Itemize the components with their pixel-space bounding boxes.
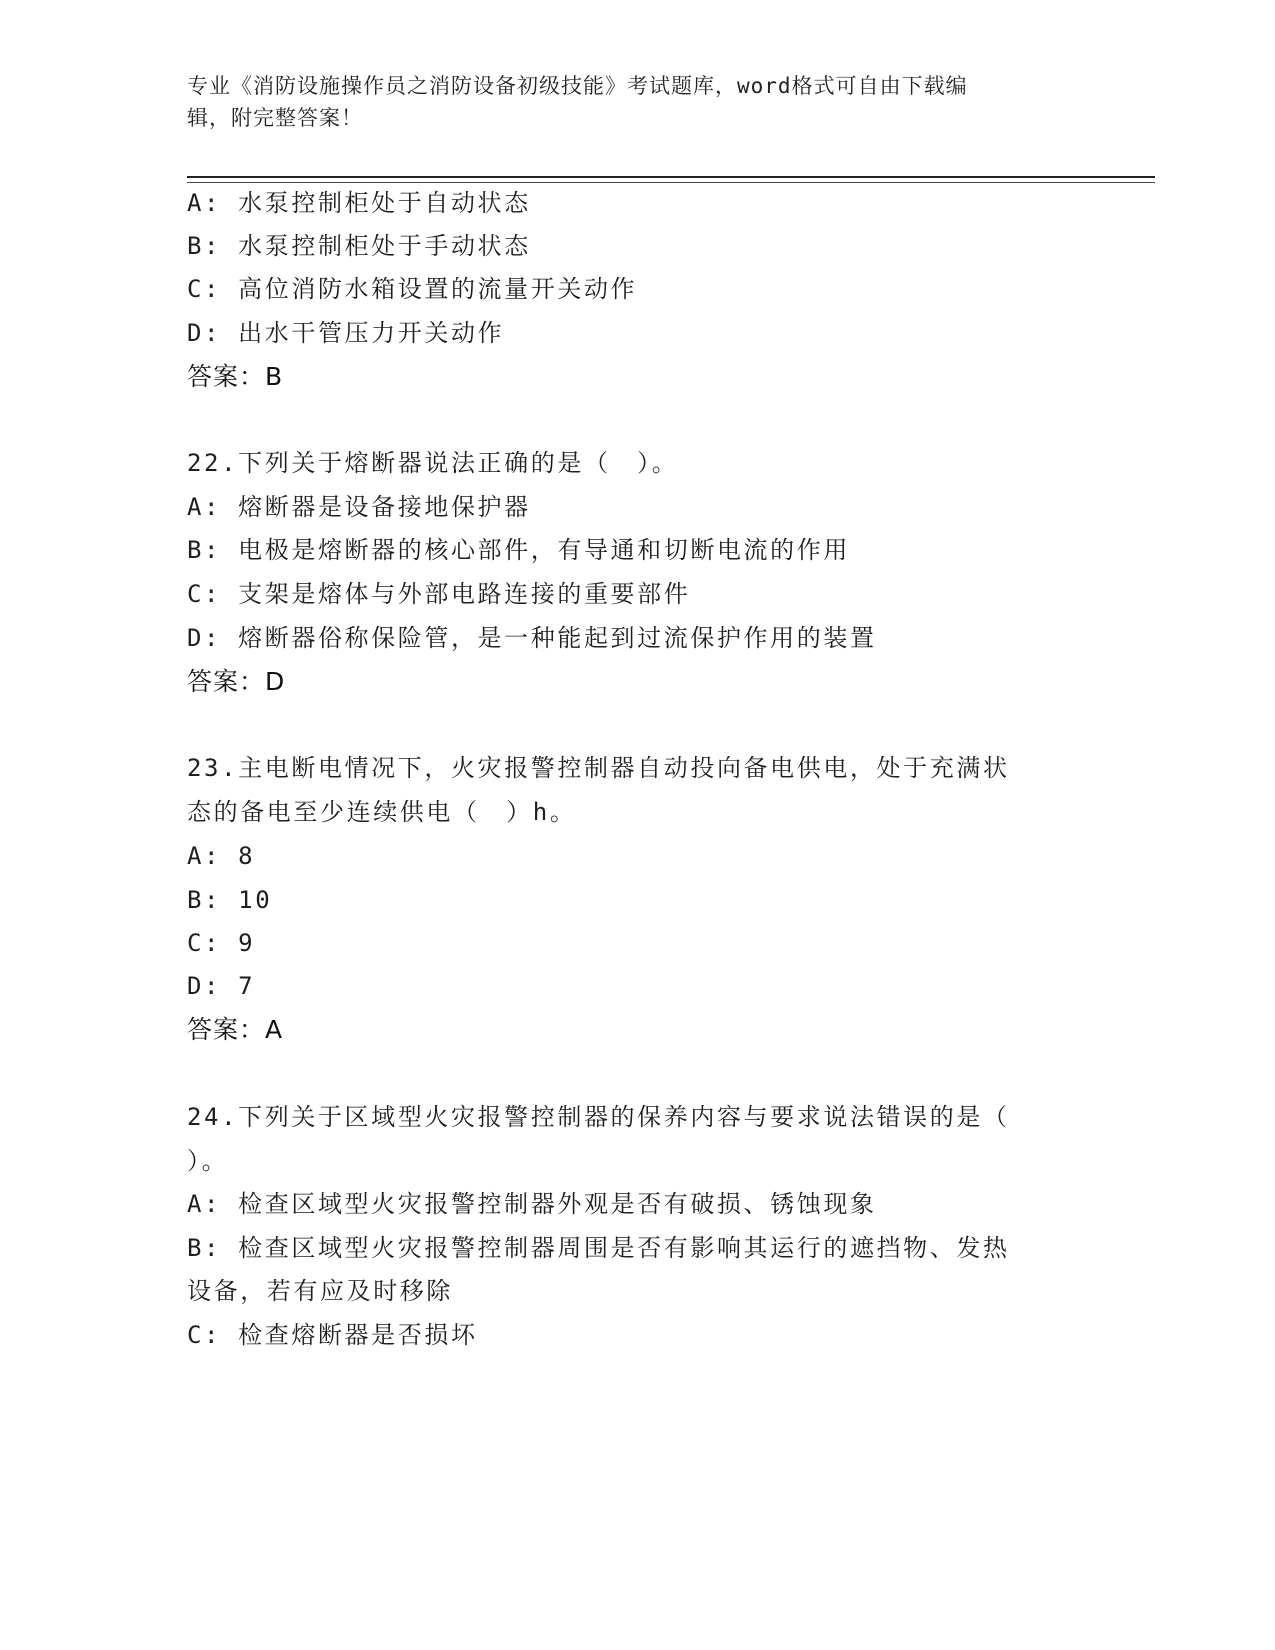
q24-stem-line-2: ）。	[187, 1147, 229, 1175]
q23-stem-line-2: 态的备电至少连续供电（ ）h。	[187, 798, 577, 826]
q22-option-a: A: 熔断器是设备接地保护器	[187, 493, 531, 521]
q24-option-b-line-2: 设备，若有应及时移除	[187, 1277, 453, 1305]
q23-stem-line-1: 23.主电断电情况下，火灾报警控制器自动投向备电供电，处于充满状	[187, 754, 1010, 782]
q23-option-a: A: 8	[187, 842, 256, 870]
q21-option-a: A: 水泵控制柜处于自动状态	[187, 189, 531, 217]
q22-answer: 答案：D	[187, 667, 286, 696]
q23-option-b: B: 10	[187, 886, 273, 914]
q24-stem-line-1: 24.下列关于区域型火灾报警控制器的保养内容与要求说法错误的是（	[187, 1103, 1010, 1131]
q22-option-b: B: 电极是熔断器的核心部件，有导通和切断电流的作用	[187, 536, 850, 564]
q24-option-b-line-1: B: 检查区域型火灾报警控制器周围是否有影响其运行的遮挡物、发热	[187, 1234, 1010, 1262]
q23-option-d: D: 7	[187, 972, 256, 1000]
q22-stem: 22.下列关于熔断器说法正确的是（ ）。	[187, 449, 679, 477]
q21-option-d: D: 出水干管压力开关动作	[187, 319, 505, 347]
q21-option-c: C: 高位消防水箱设置的流量开关动作	[187, 275, 638, 303]
q21-option-b: B: 水泵控制柜处于手动状态	[187, 232, 531, 260]
q23-option-c: C: 9	[187, 929, 256, 957]
header-line-2: 辑，附完整答案！	[187, 106, 363, 130]
header-line-1: 专业《消防设施操作员之消防设备初级技能》考试题库，word格式可自由下载编	[187, 74, 968, 98]
header-divider-thin	[187, 182, 1155, 183]
q24-option-a: A: 检查区域型火灾报警控制器外观是否有破损、锈蚀现象	[187, 1190, 877, 1218]
document-header	[187, 70, 1077, 134]
q21-answer: 答案：B	[187, 362, 284, 391]
header-divider-thick	[187, 176, 1155, 178]
q24-option-c: C: 检查熔断器是否损坏	[187, 1321, 478, 1349]
q23-answer: 答案：A	[187, 1015, 284, 1044]
q22-option-c: C: 支架是熔体与外部电路连接的重要部件	[187, 580, 691, 608]
q22-option-d: D: 熔断器俗称保险管，是一种能起到过流保护作用的装置	[187, 624, 877, 652]
